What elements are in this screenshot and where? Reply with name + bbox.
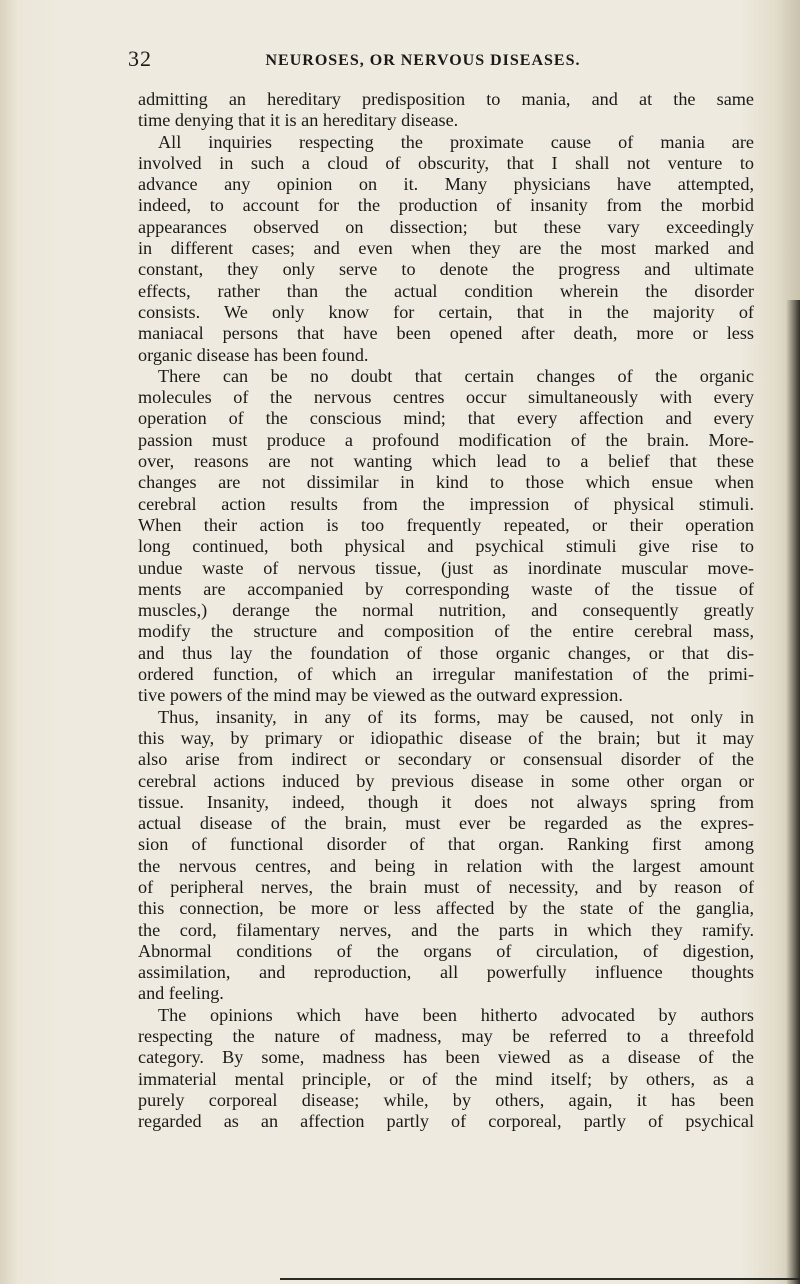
text-line: molecules of the nervous centres occur simultaneously with every (138, 387, 754, 408)
text-line: constant, they only serve to denote the progress and ultimate (138, 259, 754, 280)
text-line: and feeling. (138, 983, 224, 1004)
text-line: cerebral actions induced by previous disease in some other organ or (138, 770, 754, 791)
text-line: involved in such a cloud of obscurity, that I shall not venture to (138, 152, 754, 173)
text-line: actual disease of the brain, must ever be regarded as the expres- (138, 813, 754, 834)
text-line: ments are accompanied by corresponding waste of the tissue of (138, 578, 754, 599)
text-line: of peripheral nerves, the brain must of necessity, and by reason of (138, 876, 754, 897)
bottom-edge-rule (280, 1278, 800, 1280)
text-line: consists. We only know for certain, that in the majority of (138, 301, 754, 322)
text-line: admitting an hereditary predisposition to mania, and at the same (138, 89, 754, 109)
text-line: maniacal persons that have been opened after death, more or less (138, 323, 754, 344)
text-line: advance any opinion on it. Many physicians have attempted, (138, 174, 754, 195)
text-line: Abnormal conditions of the organs of circulation, of digestion, (138, 940, 754, 961)
text-line: also arise from indirect or secondary or consensual disorder of the (138, 749, 754, 770)
running-head: NEUROSES, OR NERVOUS DISEASES. (265, 52, 581, 69)
text-line: regarded as an affection partly of corporeal, partly of psychical (138, 1111, 754, 1132)
text-line: time denying that it is an hereditary disease. (138, 110, 459, 131)
text-line: There can be no doubt that certain changes of the organic (158, 365, 754, 386)
text-line: tissue. Insanity, indeed, though it does not always spring from (138, 791, 754, 812)
text-line: category. By some, madness has been viewed as a disease of the (138, 1047, 754, 1068)
text-line: When their action is too frequently repeated, or their operation (138, 514, 754, 535)
text-line: ordered function, of which an irregular manifestation of the primi- (138, 664, 754, 685)
text-line: sion of functional disorder of that organ. Ranking first among (138, 834, 754, 855)
text-line: effects, rather than the actual condition wherein the disorder (138, 280, 754, 301)
text-line: the cord, filamentary nerves, and the parts in which they ramify. (138, 919, 754, 940)
text-line: in different cases; and even when they are the most marked and (138, 238, 754, 259)
body-text (138, 89, 754, 1133)
text-line: assimilation, and reproduction, all powerfully influence thoughts (138, 962, 754, 983)
text-line: passion must produce a profound modification of the brain. More- (138, 429, 754, 450)
text-line: appearances observed on dissection; but these vary exceedingly (138, 216, 754, 237)
text-line: changes are not dissimilar in kind to those which ensue when (138, 472, 754, 493)
text-line: tive powers of the mind may be viewed as the outward expression. (138, 685, 623, 706)
page-number: 32 (128, 46, 152, 71)
page-header (128, 46, 748, 76)
text-line: the nervous centres, and being in relation with the largest amount (138, 855, 754, 876)
page-edge-shadow (786, 300, 800, 1284)
text-line: undue waste of nervous tissue, (just as inordinate muscular move- (138, 557, 754, 578)
text-line: this way, by primary or idiopathic disease of the brain; but it may (138, 727, 754, 748)
text-line: modify the structure and composition of the entire cerebral mass, (138, 621, 754, 642)
text-line: operation of the conscious mind; that every affection and every (138, 408, 754, 429)
text-line: All inquiries respecting the proximate cause of mania are (158, 131, 754, 152)
text-line: indeed, to account for the production of insanity from the morbid (138, 195, 754, 216)
text-line: over, reasons are not wanting which lead to a belief that these (138, 451, 754, 472)
text-line: muscles,) derange the normal nutrition, and consequently greatly (138, 600, 754, 621)
text-line: organic disease has been found. (138, 344, 369, 365)
text-line: this connection, be more or less affected by the state of the ganglia, (138, 898, 754, 919)
text-line: long continued, both physical and psychical stimuli give rise to (138, 536, 754, 557)
text-line: immaterial mental principle, or of the mind itself; by others, as a (138, 1068, 754, 1089)
text-line: respecting the nature of madness, may be referred to a threefold (138, 1026, 754, 1047)
text-line: The opinions which have been hitherto advocated by authors (158, 1004, 754, 1025)
text-line: cerebral action results from the impression of physical stimuli. (138, 493, 754, 514)
text-line: Thus, insanity, in any of its forms, may be caused, not only in (158, 706, 754, 727)
text-line: and thus lay the foundation of those organic changes, or that dis- (138, 642, 754, 663)
text-line: purely corporeal disease; while, by others, again, it has been (138, 1089, 754, 1110)
